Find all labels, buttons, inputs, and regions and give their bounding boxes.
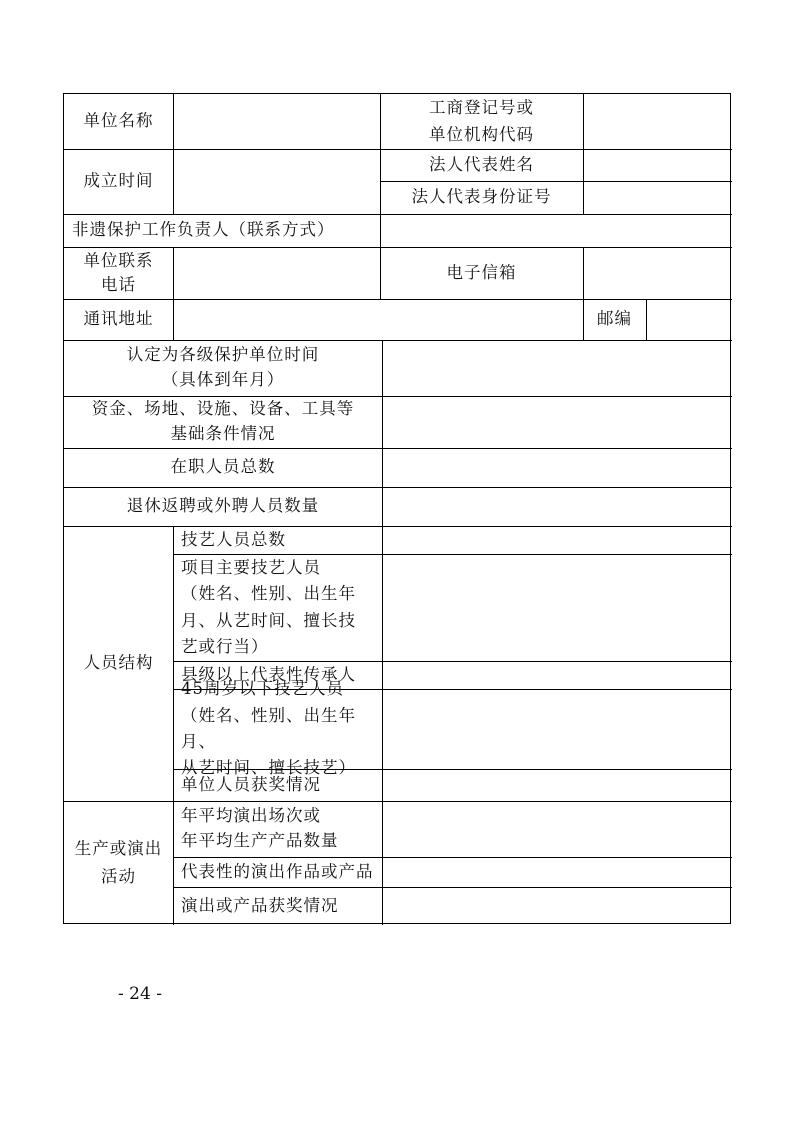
representative-works-label: 代表性的演出作品或产品 xyxy=(181,861,374,881)
production-label: 生产或演出 活动 xyxy=(74,838,163,886)
heritage-contact-field[interactable] xyxy=(380,214,732,247)
skilled-total-label: 技艺人员总数 xyxy=(181,529,286,549)
young-skilled-label: 45周岁以下技艺人员 （姓名、性别、出生年月、 从艺时间、擅长技艺） xyxy=(181,679,356,778)
email-label: 电子信箱 xyxy=(446,262,517,282)
legal-rep-id-label: 法人代表身份证号 xyxy=(411,187,552,207)
founding-time-field[interactable] xyxy=(173,149,380,214)
email-field[interactable] xyxy=(583,247,732,299)
page-number: - 24 - xyxy=(118,984,162,1004)
infrastructure-label: 资金、场地、设施、设备、工具等 基础条件情况 xyxy=(91,399,355,443)
designation-time-field[interactable] xyxy=(382,340,732,396)
total-staff-label: 在职人员总数 xyxy=(170,457,276,477)
representative-works-field[interactable] xyxy=(382,857,732,887)
personnel-structure-label: 人员结构 xyxy=(83,653,154,673)
unit-name-label: 单位名称 xyxy=(83,111,154,131)
address-field[interactable] xyxy=(173,299,583,340)
postcode-field[interactable] xyxy=(646,299,732,340)
main-skilled-field[interactable] xyxy=(382,554,732,661)
unit-name-field[interactable] xyxy=(173,94,380,149)
address-label: 通讯地址 xyxy=(83,309,154,329)
staff-awards-label: 单位人员获奖情况 xyxy=(181,774,321,794)
business-reg-field[interactable] xyxy=(583,94,732,149)
infrastructure-field[interactable] xyxy=(382,396,732,448)
legal-rep-name-label: 法人代表姓名 xyxy=(429,154,534,174)
unit-phone-label: 单位联系 电话 xyxy=(83,251,154,294)
staff-awards-field[interactable] xyxy=(382,769,732,801)
young-skilled-field[interactable] xyxy=(382,689,732,769)
heritage-contact-label: 非遗保护工作负责人（联系方式） xyxy=(72,220,335,240)
legal-rep-name-field[interactable] xyxy=(583,149,732,181)
business-reg-label: 工商登记号或 单位机构代码 xyxy=(429,98,534,144)
founding-time-label: 成立时间 xyxy=(83,171,154,191)
retired-staff-field[interactable] xyxy=(382,487,732,526)
county-inheritor-field[interactable] xyxy=(382,661,732,689)
skilled-total-field[interactable] xyxy=(382,526,732,554)
legal-rep-id-field[interactable] xyxy=(583,181,732,214)
performance-awards-label: 演出或产品获奖情况 xyxy=(181,895,339,915)
retired-staff-label: 退休返聘或外聘人员数量 xyxy=(126,496,320,516)
county-inheritor-label: 县级以上代表性传承人 xyxy=(181,664,356,684)
annual-avg-field[interactable] xyxy=(382,801,732,857)
total-staff-field[interactable] xyxy=(382,448,732,487)
annual-avg-label: 年平均演出场次或 年平均生产产品数量 xyxy=(181,806,339,850)
postcode-label: 邮编 xyxy=(597,309,632,329)
performance-awards-field[interactable] xyxy=(382,887,732,925)
unit-phone-field[interactable] xyxy=(173,247,380,299)
designation-time-label: 认定为各级保护单位时间 （具体到年月） xyxy=(126,345,320,389)
main-skilled-label: 项目主要技艺人员 （姓名、性别、出生年 月、从艺时间、擅长技 艺或行当） xyxy=(181,557,356,656)
heritage-unit-form xyxy=(63,93,731,924)
